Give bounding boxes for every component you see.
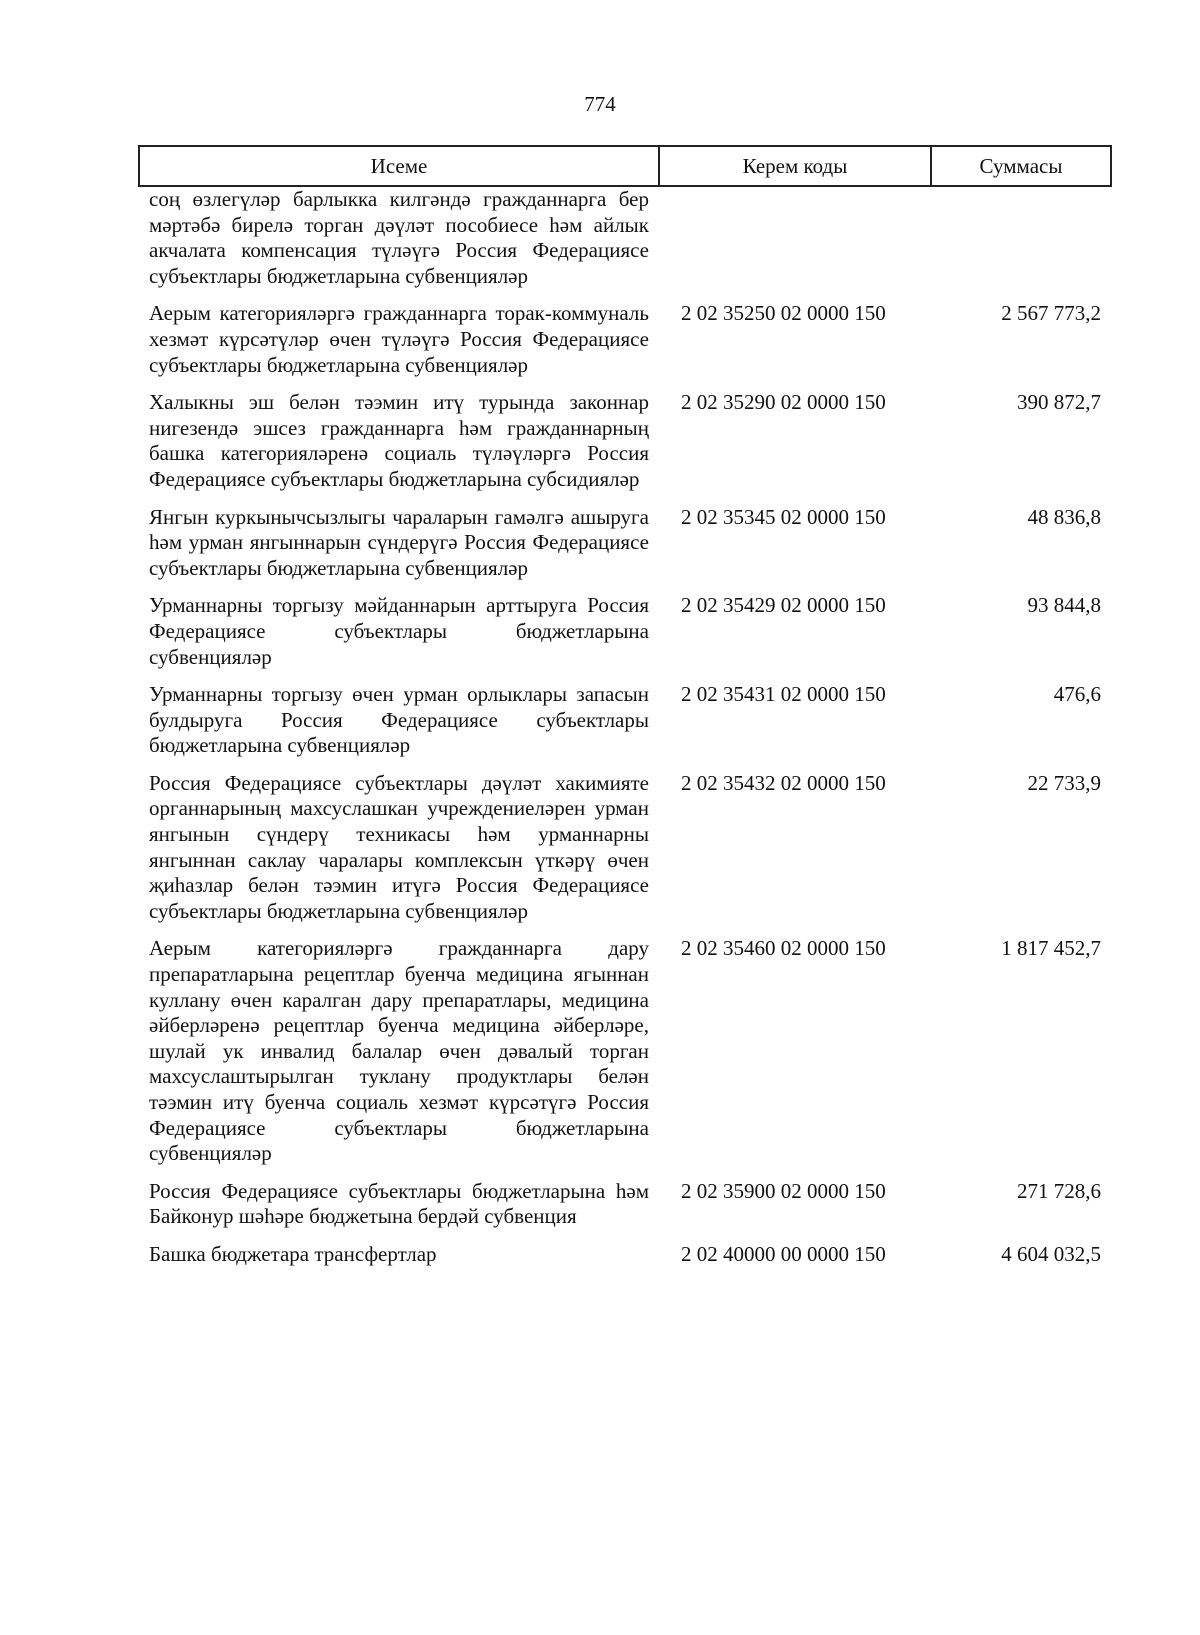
row-name: Халыкны эш белән тәэмин итү турында законнар нигезендә эшсез гражданнарга һәм гражданнарның башка категорияләренә социаль түләүләргә Россия Федерациясе субъектлары бюджетларына субсидияләр: [149, 390, 649, 491]
header-code: Керем коды: [659, 146, 931, 186]
row-code: 2 02 35250 02 0000 150: [681, 301, 886, 326]
budget-table: [138, 145, 1112, 1280]
row-name: Аерым категорияләргә гражданнарга дару препаратларына рецептлар буенча медицина ягыннан куллану өчен каралган дару препаратлары, медицина әйберләренә рецептлар буенча медицина әйберләре, шулай ук инвалид балалар өчен дәвалый торган махсуслаштырылган туклану продуктлары белән тәэмин итү буенча социаль хезмәт күрсәтүгә Россия Федерациясе субъектлары бюджетларына субвенцияләр: [149, 936, 649, 1166]
row-amount: [931, 186, 1111, 301]
row-name: Башка бюджетара трансфертлар: [149, 1241, 437, 1266]
row-name: соң өзлегүләр барлыкка килгәндә гражданнарга бер мәртәбә бирелә торган дәүләт пособиесе һәм айлык акчалата компенсация түләүгә Россия Федерациясе субъектлары бюджетларына субвенцияләр: [149, 187, 649, 288]
table-row: [139, 593, 1111, 682]
row-amount: 22 733,9: [1027, 770, 1101, 795]
row-name: Аерым категорияләргә гражданнарга торак-коммуналь хезмәт күрсәтүләр өчен түләүгә Россия Федерациясе субъектлары бюджетларына субвенцияләр: [149, 301, 649, 377]
row-amount: 48 836,8: [1027, 504, 1101, 529]
row-code: [659, 186, 931, 301]
table-row: [139, 390, 1111, 504]
row-amount: 93 844,8: [1027, 593, 1101, 618]
budget-table-container: [138, 145, 1110, 1280]
row-code: 2 02 35900 02 0000 150: [681, 1178, 886, 1203]
row-amount: 271 728,6: [1017, 1178, 1101, 1203]
row-code: 2 02 35345 02 0000 150: [681, 504, 886, 529]
row-amount: 476,6: [1053, 682, 1101, 707]
row-amount: 390 872,7: [1017, 390, 1101, 415]
table-row: [139, 505, 1111, 594]
row-amount: 2 567 773,2: [1001, 301, 1101, 326]
table-row: [139, 1179, 1111, 1242]
row-code: 2 02 35290 02 0000 150: [681, 390, 886, 415]
table-row: [139, 771, 1111, 937]
table-row: [139, 186, 1111, 301]
row-name: Урманнарны торгызу өчен урман орлыклары запасын булдыруга Россия Федерациясе субъектлары бюджетларына субвенцияләр: [149, 682, 649, 758]
row-amount: 4 604 032,5: [1001, 1241, 1101, 1266]
row-name: Россия Федерациясе субъектлары бюджетларына һәм Байконур шәһәре бюджетына бердәй субвенция: [149, 1178, 649, 1229]
row-amount: 1 817 452,7: [1001, 936, 1101, 961]
row-code: 2 02 35460 02 0000 150: [681, 936, 886, 961]
table-row: [139, 936, 1111, 1178]
table-row: [139, 1242, 1111, 1280]
row-name: Россия Федерациясе субъектлары дәүләт хакимияте органнарының махсуслашкан учреждениеләрен урман янгынын сүндерү техникасы һәм урманнарны янгыннан саклау чаралары комплексын үткәрү өчен җиһазлар белән тәэмин итүгә Россия Федерациясе субъектлары бюджетларына субвенцияләр: [149, 770, 649, 923]
row-name: Янгын куркынычсызлыгы чараларын гамәлгә ашыруга һәм урман янгыннарын сүндерүгә Россия Федерациясе субъектлары бюджетларына субвенцияләр: [149, 504, 649, 580]
row-code: 2 02 40000 00 0000 150: [681, 1241, 886, 1266]
row-name: Урманнарны торгызу мәйданнарын арттыруга Россия Федерациясе субъектлары бюджетларына субвенцияләр: [149, 593, 649, 669]
header-name: Исеме: [139, 146, 659, 186]
row-code: 2 02 35432 02 0000 150: [681, 770, 886, 795]
row-code: 2 02 35431 02 0000 150: [681, 682, 886, 707]
table-header-row: [139, 146, 1111, 186]
page-number: 774: [584, 92, 616, 116]
row-code: 2 02 35429 02 0000 150: [681, 593, 886, 618]
table-row: [139, 682, 1111, 771]
header-amount: Суммасы: [931, 146, 1111, 186]
table-row: [139, 301, 1111, 390]
